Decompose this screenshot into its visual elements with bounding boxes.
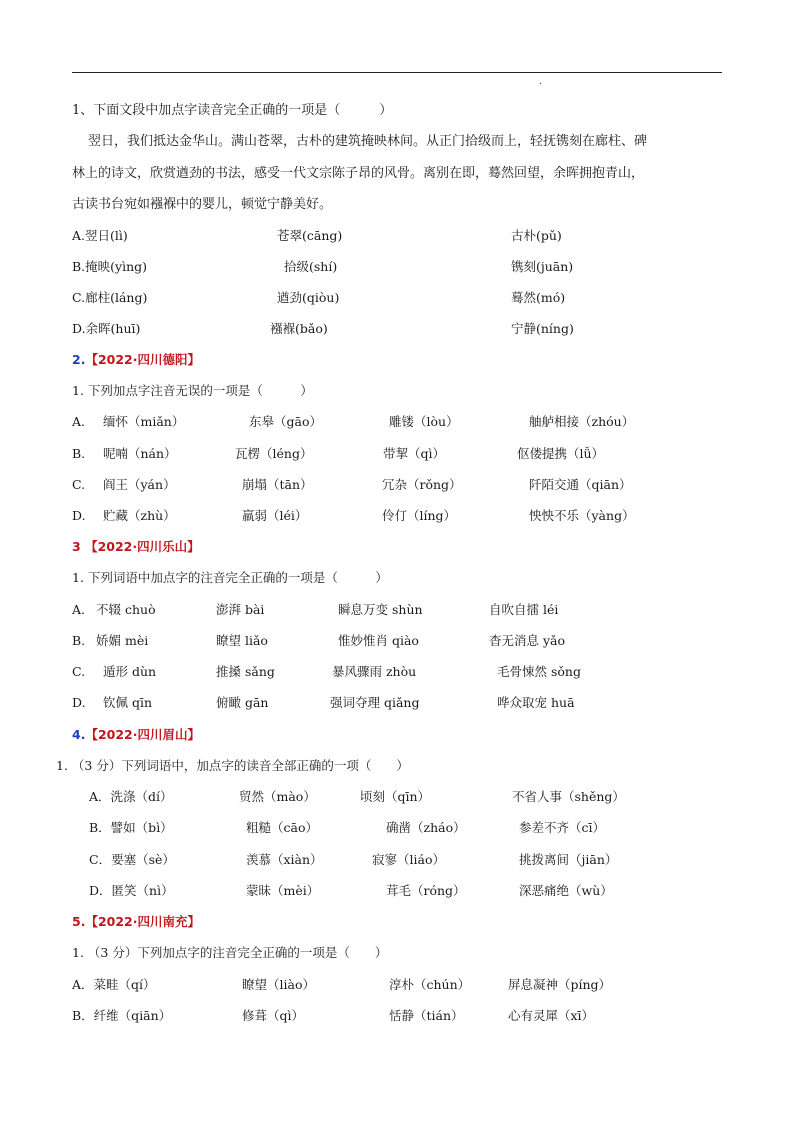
s3-option-d-3: 强词夺理 qiǎng — [330, 695, 420, 710]
s2-option-d-2: 羸弱（léi） — [242, 508, 308, 523]
s2-option-c-1: 阎王（yán） — [103, 477, 176, 492]
s2-stem: 1. 下列加点字注音无误的一项是（ ） — [72, 383, 313, 398]
q1-option-c-3: 蓦然(mó) — [511, 290, 566, 305]
s3-option-c-2: 推搡 sǎng — [216, 664, 275, 679]
s5-option-b-4: 心有灵犀（xī） — [508, 1008, 595, 1023]
q1-passage-line-1: 翌日，我们抵达金华山。满山苍翠，古朴的建筑掩映林间。从正门拾级而上，轻抚镌刻在廊柱、碑 — [88, 134, 648, 149]
s2-option-a-letter: A. — [72, 414, 86, 429]
s2-option-a-3: 雕镂（lòu） — [389, 414, 459, 429]
s3-option-a-4: 自吹自擂 léi — [489, 602, 559, 617]
section-5-source: 【2022·四川南充】 — [85, 914, 200, 929]
section-3-header — [72, 537, 200, 557]
s2-option-a-1: 缅怀（miǎn） — [103, 414, 185, 429]
s3-option-c-3: 暴风骤雨 zhòu — [332, 664, 417, 679]
header-mark: . — [539, 77, 542, 87]
q1-option-b-3: 镌刻(juān) — [511, 259, 574, 274]
s4-option-b-3: 确凿（zháo） — [386, 820, 466, 835]
s2-option-c-2: 崩塌（tān） — [242, 477, 313, 492]
s5-stem: 1. （3 分）下列加点字的注音完全正确的一项是（ ） — [72, 945, 388, 960]
s3-option-d-1: 钦佩 qīn — [103, 695, 153, 710]
section-2-number: 2. — [72, 352, 86, 367]
section-2-header — [72, 350, 200, 370]
s5-option-b-3: 恬静（tián） — [389, 1008, 464, 1023]
s4-option-c-3: 寂寥（liáo） — [372, 852, 445, 867]
s5-option-a-1: A．菜畦（qí） — [72, 977, 156, 992]
q1-option-a-1: A.翌日(lì) — [72, 228, 128, 243]
s3-option-a-letter: A. — [72, 602, 86, 617]
q1-option-a-3: 古朴(pǔ) — [511, 228, 562, 243]
s5-option-a-2: 瞭望（liào） — [242, 977, 315, 992]
s3-option-c-4: 毛骨悚然 sǒng — [497, 664, 581, 679]
s4-option-a-2: 贸然（mào） — [239, 789, 316, 804]
s3-option-b-3: 惟妙惟肖 qiào — [338, 633, 419, 648]
s3-option-d-letter: D. — [72, 695, 86, 710]
q1-option-d-1: D.余晖(huī) — [72, 321, 141, 336]
s4-stem: 1. （3 分）下列词语中，加点字的读音全部正确的一项（ ） — [56, 758, 409, 773]
s5-option-b-2: 修葺（qì） — [242, 1008, 304, 1023]
s2-option-d-4: 怏怏不乐（yàng） — [529, 508, 635, 523]
s2-option-d-1: 贮藏（zhù） — [103, 508, 176, 523]
s4-option-d-2: 蒙昧（mèi） — [246, 883, 320, 898]
s4-option-c-1: C．要塞（sè） — [89, 852, 175, 867]
q1-stem: 1、下面文段中加点字读音完全正确的一项是（ ） — [72, 103, 393, 118]
s3-option-a-2: 澎湃 bài — [216, 602, 265, 617]
s3-option-a-3: 瞬息万变 shùn — [338, 602, 423, 617]
section-5-number: 5. — [72, 914, 86, 929]
s3-option-c-1: 遁形 dùn — [103, 664, 157, 679]
s2-option-b-4: 伛偻提携（lǚ） — [517, 446, 605, 461]
q1-option-b-2: 拾级(shí) — [284, 259, 338, 274]
s3-option-a-1: 不辍 chuò — [96, 602, 156, 617]
s3-option-d-4: 哗众取宠 huā — [497, 695, 575, 710]
section-3-number: 3 — [72, 539, 81, 554]
s2-option-b-1: 呢喃（nán） — [103, 446, 177, 461]
s4-option-a-4: 不省人事（shěng） — [512, 789, 625, 804]
header-rule — [72, 72, 722, 73]
s2-option-b-2: 瓦楞（léng） — [235, 446, 313, 461]
s4-option-d-4: 深恶痛绝（wù） — [519, 883, 613, 898]
section-4-source: 【2022·四川眉山】 — [85, 727, 200, 742]
s2-option-c-3: 冗杂（rǒng） — [382, 477, 462, 492]
s5-option-a-4: 屏息凝神（píng） — [508, 977, 612, 992]
s4-option-a-1: A．洗涤（dí） — [89, 789, 173, 804]
s3-option-b-1: 娇媚 mèi — [96, 633, 149, 648]
s5-option-b-1: B．纤维（qiān） — [72, 1008, 172, 1023]
q1-option-c-2: 遒劲(qiòu) — [277, 290, 340, 305]
s4-option-a-3: 顷刻（qīn） — [360, 789, 431, 804]
s2-option-a-2: 东皋（gāo） — [249, 414, 322, 429]
q1-option-a-2: 苍翠(cāng) — [277, 228, 343, 243]
s2-option-d-letter: D. — [72, 508, 86, 523]
s2-option-c-letter: C. — [72, 477, 86, 492]
s3-option-d-2: 俯瞰 gān — [216, 695, 269, 710]
s3-option-b-2: 瞭望 liǎo — [216, 633, 268, 648]
q1-passage-line-2: 林上的诗文，欣赏遒劲的书法，感受一代文宗陈子昂的风骨。离别在即，蓦然回望，余晖拥抱青山， — [72, 166, 645, 181]
s5-option-a-3: 淳朴（chún） — [389, 977, 471, 992]
q1-passage-line-3: 古读书台宛如襁褓中的婴儿，顿觉宁静美好。 — [72, 197, 333, 212]
s2-option-d-3: 伶仃（líng） — [382, 508, 457, 523]
s3-option-b-letter: B. — [72, 633, 86, 648]
s4-option-b-1: B．譬如（bì） — [89, 820, 173, 835]
section-3-source: 【2022·四川乐山】 — [85, 539, 200, 554]
s3-stem: 1. 下列词语中加点字的注音完全正确的一项是（ ） — [72, 570, 388, 585]
q1-option-c-1: C.廊柱(láng) — [72, 290, 148, 305]
q1-option-d-3: 宁静(níng) — [511, 321, 574, 336]
s4-option-c-2: 羡慕（xiàn） — [246, 852, 323, 867]
s2-option-b-letter: B. — [72, 446, 86, 461]
s4-option-b-4: 参差不齐（cī） — [519, 820, 605, 835]
section-4-number: 4. — [72, 727, 86, 742]
s2-option-b-3: 带挈（qì） — [383, 446, 445, 461]
q1-option-d-2: 襁褓(bǎo) — [270, 321, 328, 336]
section-5-header — [72, 912, 200, 932]
s3-option-b-4: 杳无消息 yǎo — [489, 633, 566, 648]
s4-option-b-2: 粗糙（cāo） — [246, 820, 318, 835]
s2-option-c-4: 阡陌交通（qiān） — [529, 477, 632, 492]
s4-option-c-4: 挑拨离间（jiān） — [519, 852, 618, 867]
s3-option-c-letter: C. — [72, 664, 86, 679]
s4-option-d-1: D．匿笑（nì） — [89, 883, 174, 898]
section-4-header — [72, 725, 200, 745]
section-2-source: 【2022·四川德阳】 — [85, 352, 200, 367]
q1-option-b-1: B.掩映(yìng) — [72, 259, 148, 274]
s2-option-a-4: 舳舻相接（zhóu） — [529, 414, 635, 429]
s4-option-d-3: 茸毛（róng） — [386, 883, 466, 898]
